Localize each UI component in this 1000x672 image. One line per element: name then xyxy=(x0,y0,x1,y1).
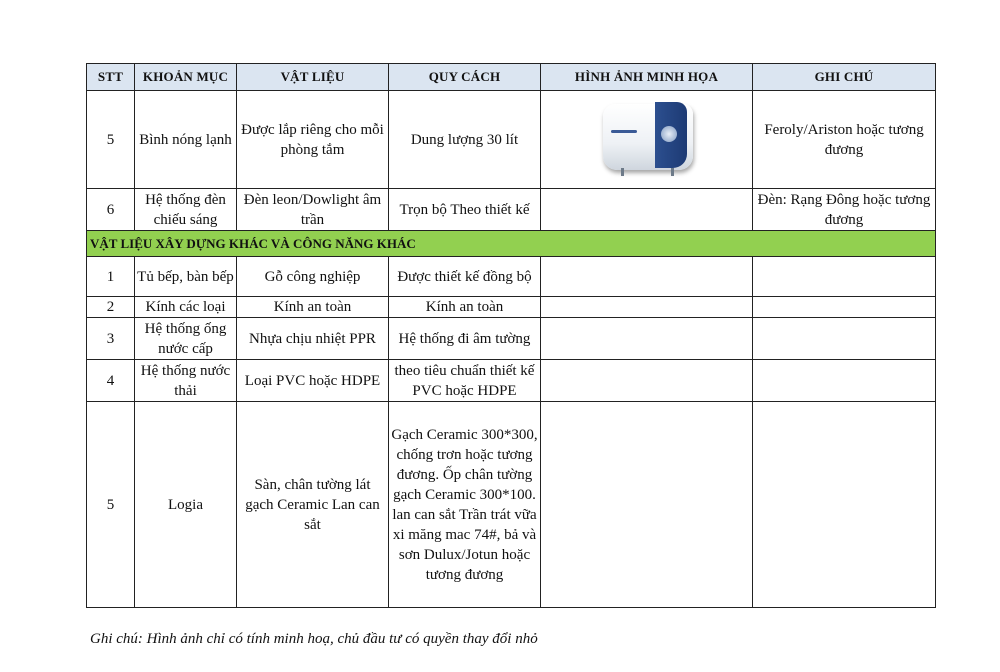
section-row xyxy=(87,231,936,257)
cell-vat-lieu: Gỗ công nghiệp xyxy=(237,257,389,297)
cell-stt: 3 xyxy=(87,318,135,360)
cell-khoan-muc: Hệ thống đèn chiếu sáng xyxy=(135,189,237,231)
water-heater-image xyxy=(597,102,697,178)
cell-ghi-chu: Đèn: Rạng Đông hoặc tương đương xyxy=(753,189,936,231)
cell-ghi-chu xyxy=(753,297,936,318)
cell-hinh-anh xyxy=(541,318,753,360)
cell-quy-cach: Hệ thống đi âm tường xyxy=(389,318,541,360)
cell-stt: 5 xyxy=(87,91,135,189)
cell-khoan-muc: Logia xyxy=(135,402,237,608)
cell-khoan-muc: Hệ thống nước thải xyxy=(135,360,237,402)
cell-khoan-muc: Bình nóng lạnh xyxy=(135,91,237,189)
cell-vat-lieu: Được lắp riêng cho mỗi phòng tắm xyxy=(237,91,389,189)
spec-table xyxy=(86,63,936,608)
cell-quy-cach: Được thiết kế đồng bộ xyxy=(389,257,541,297)
cell-khoan-muc: Tủ bếp, bàn bếp xyxy=(135,257,237,297)
cell-hinh-anh xyxy=(541,402,753,608)
header-row xyxy=(87,64,936,91)
cell-quy-cach: Kính an toàn xyxy=(389,297,541,318)
cell-vat-lieu: Kính an toàn xyxy=(237,297,389,318)
cell-stt: 1 xyxy=(87,257,135,297)
cell-vat-lieu: Nhựa chịu nhiệt PPR xyxy=(237,318,389,360)
cell-stt: 5 xyxy=(87,402,135,608)
cell-ghi-chu xyxy=(753,318,936,360)
table-row xyxy=(87,189,936,231)
table-row xyxy=(87,257,936,297)
cell-khoan-muc: Kính các loại xyxy=(135,297,237,318)
cell-vat-lieu: Sàn, chân tường lát gạch Ceramic Lan can sắt xyxy=(237,402,389,608)
cell-quy-cach: Trọn bộ Theo thiết kế xyxy=(389,189,541,231)
table-row xyxy=(87,318,936,360)
header-khoan-muc: KHOẢN MỤC xyxy=(135,64,237,91)
header-stt: STT xyxy=(87,64,135,91)
cell-stt: 6 xyxy=(87,189,135,231)
header-ghi-chu: GHI CHÚ xyxy=(753,64,936,91)
cell-stt: 2 xyxy=(87,297,135,318)
cell-hinh-anh xyxy=(541,257,753,297)
cell-ghi-chu xyxy=(753,360,936,402)
section-title: VẬT LIỆU XÂY DỰNG KHÁC VÀ CÔNG NĂNG KHÁC xyxy=(87,231,936,257)
cell-vat-lieu: Đèn leon/Dowlight âm trần xyxy=(237,189,389,231)
cell-ghi-chu: Feroly/Ariston hoặc tương đương xyxy=(753,91,936,189)
table-row xyxy=(87,91,936,189)
cell-vat-lieu: Loại PVC hoặc HDPE xyxy=(237,360,389,402)
header-hinh-anh: HÌNH ẢNH MINH HỌA xyxy=(541,64,753,91)
cell-hinh-anh xyxy=(541,189,753,231)
cell-hinh-anh xyxy=(541,360,753,402)
cell-ghi-chu xyxy=(753,402,936,608)
cell-hinh-anh xyxy=(541,91,753,189)
cell-quy-cach: theo tiêu chuẩn thiết kế PVC hoặc HDPE xyxy=(389,360,541,402)
cell-stt: 4 xyxy=(87,360,135,402)
cell-hinh-anh xyxy=(541,297,753,318)
cell-khoan-muc: Hệ thống ống nước cấp xyxy=(135,318,237,360)
cell-quy-cach: Gạch Ceramic 300*300, chống trơn hoặc tương đương. Ốp chân tường gạch Ceramic 300*100. lan can sắt Trần trát vữa xi măng mac 74#, bả và sơn Dulux/Jotun hoặc tương đương xyxy=(389,402,541,608)
table-row xyxy=(87,360,936,402)
cell-quy-cach: Dung lượng 30 lít xyxy=(389,91,541,189)
table-row xyxy=(87,402,936,608)
header-vat-lieu: VẬT LIỆU xyxy=(237,64,389,91)
header-quy-cach: QUY CÁCH xyxy=(389,64,541,91)
table-row xyxy=(87,297,936,318)
cell-ghi-chu xyxy=(753,257,936,297)
footer-note: Ghi chú: Hình ảnh chỉ có tính minh hoạ, chủ đầu tư có quyền thay đổi nhỏ xyxy=(90,631,538,647)
